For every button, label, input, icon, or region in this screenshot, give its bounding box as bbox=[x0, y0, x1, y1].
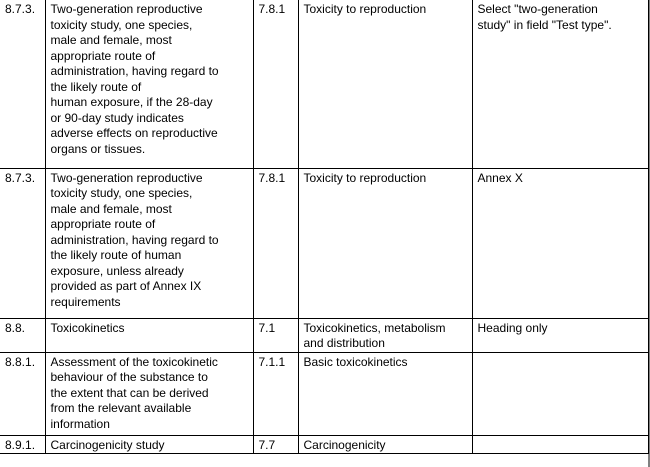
endpoint-cell: Toxicokinetics, metabolism and distribution bbox=[298, 318, 472, 352]
iuclid-section-cell: 7.1 bbox=[253, 318, 298, 352]
section-cell: 8.7.3. bbox=[0, 168, 45, 318]
endpoint-cell: Toxicity to reproduction bbox=[298, 0, 472, 168]
section-cell: 8.7.3. bbox=[0, 0, 45, 168]
section-cell: 8.8. bbox=[0, 318, 45, 352]
remark-cell: Select "two-generation study" in field "Test type". bbox=[472, 0, 648, 168]
remark-cell: Annex X bbox=[472, 168, 648, 318]
remark-cell bbox=[472, 435, 648, 454]
endpoint-cell: Basic toxicokinetics bbox=[298, 352, 472, 435]
remark-cell: Heading only bbox=[472, 318, 648, 352]
section-cell: 8.8.1. bbox=[0, 352, 45, 435]
requirement-cell: Two-generation reproductive toxicity study, one species, male and female, most appropriate route of administration, having regard to the likely route of human exposure, unless already provided as part of Annex IX requirements bbox=[45, 168, 253, 318]
remark-cell bbox=[472, 352, 648, 435]
iuclid-section-cell: 7.8.1 bbox=[253, 168, 298, 318]
requirement-cell: Toxicokinetics bbox=[45, 318, 253, 352]
table-row bbox=[0, 435, 648, 454]
table-row bbox=[0, 168, 648, 318]
section-cell: 8.9.1. bbox=[0, 435, 45, 454]
endpoint-cell: Toxicity to reproduction bbox=[298, 168, 472, 318]
requirement-cell: Assessment of the toxicokinetic behaviour of the substance to the extent that can be derived from the relevant available information bbox=[45, 352, 253, 435]
requirement-cell: Carcinogenicity study bbox=[45, 435, 253, 454]
table-row bbox=[0, 318, 648, 352]
table-row bbox=[0, 352, 648, 435]
table-row bbox=[0, 0, 648, 168]
iuclid-section-cell: 7.7 bbox=[253, 435, 298, 454]
iuclid-section-cell: 7.8.1 bbox=[253, 0, 298, 168]
endpoint-cell: Carcinogenicity bbox=[298, 435, 472, 454]
requirement-cell: Two-generation reproductive toxicity study, one species, male and female, most appropriate route of administration, having regard to the likely route of human exposure, if the 28-day or 90-day study indicates adverse effects on reproductive organs or tissues. bbox=[45, 0, 253, 168]
iuclid-section-cell: 7.1.1 bbox=[253, 352, 298, 435]
